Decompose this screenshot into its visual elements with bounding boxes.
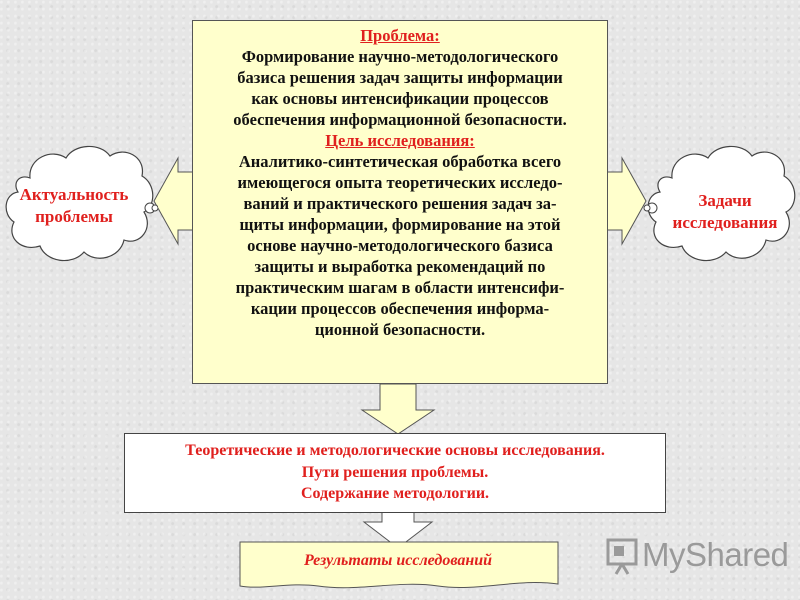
tasks-line2: исследования	[672, 213, 778, 232]
methods-line1: Теоретические и методологические основы исследования.	[185, 442, 605, 459]
methods-box	[124, 433, 666, 513]
goal-line: Аналитико-синтетическая обработка всего	[238, 152, 562, 171]
goal-line: практическим шагам в области интенсифи-	[235, 278, 565, 297]
goal-line: ваний и практического решения задач за-	[243, 194, 557, 213]
arrow-to-methods	[362, 384, 434, 434]
problem-line: базиса решения задач защиты информации	[237, 68, 563, 87]
problem-line: обеспечения информационной безопасности.	[233, 110, 567, 129]
goal-line: защиты и выработка рекомендаций по	[254, 257, 546, 276]
goal-line: кации процессов обеспечения информа-	[250, 299, 550, 318]
actuality-line1: Актуальность	[19, 185, 129, 204]
goal-line: ционной безопасности.	[314, 320, 486, 339]
watermark-text: MyShared	[642, 536, 789, 573]
problem-heading: Проблема:	[360, 26, 440, 45]
goal-heading: Цель исследования:	[325, 131, 475, 150]
methods-line3: Содержание методологии.	[300, 485, 490, 502]
goal-line: щиты информации, формирование на этой	[239, 215, 561, 234]
problem-line: как основы интенсификации процессов	[251, 89, 549, 108]
goal-line: основе научно-методологического базиса	[247, 236, 553, 255]
tasks-label	[650, 190, 800, 234]
goal-line: имеющегося опыта теоретических исследо-	[237, 173, 563, 192]
tasks-line1: Задачи	[698, 191, 752, 210]
problem-goal-box	[192, 20, 608, 384]
methods-line2: Пути решения проблемы.	[301, 463, 489, 481]
results-label: Результаты исследований	[303, 552, 493, 569]
actuality-line2: проблемы	[35, 207, 113, 226]
arrow-to-tasks	[606, 158, 646, 244]
presentation-board-icon	[604, 536, 640, 576]
actuality-label	[0, 184, 148, 228]
watermark-logo	[604, 534, 790, 578]
problem-line: Формирование научно-методологического	[241, 47, 559, 66]
arrow-to-actuality	[154, 158, 194, 244]
